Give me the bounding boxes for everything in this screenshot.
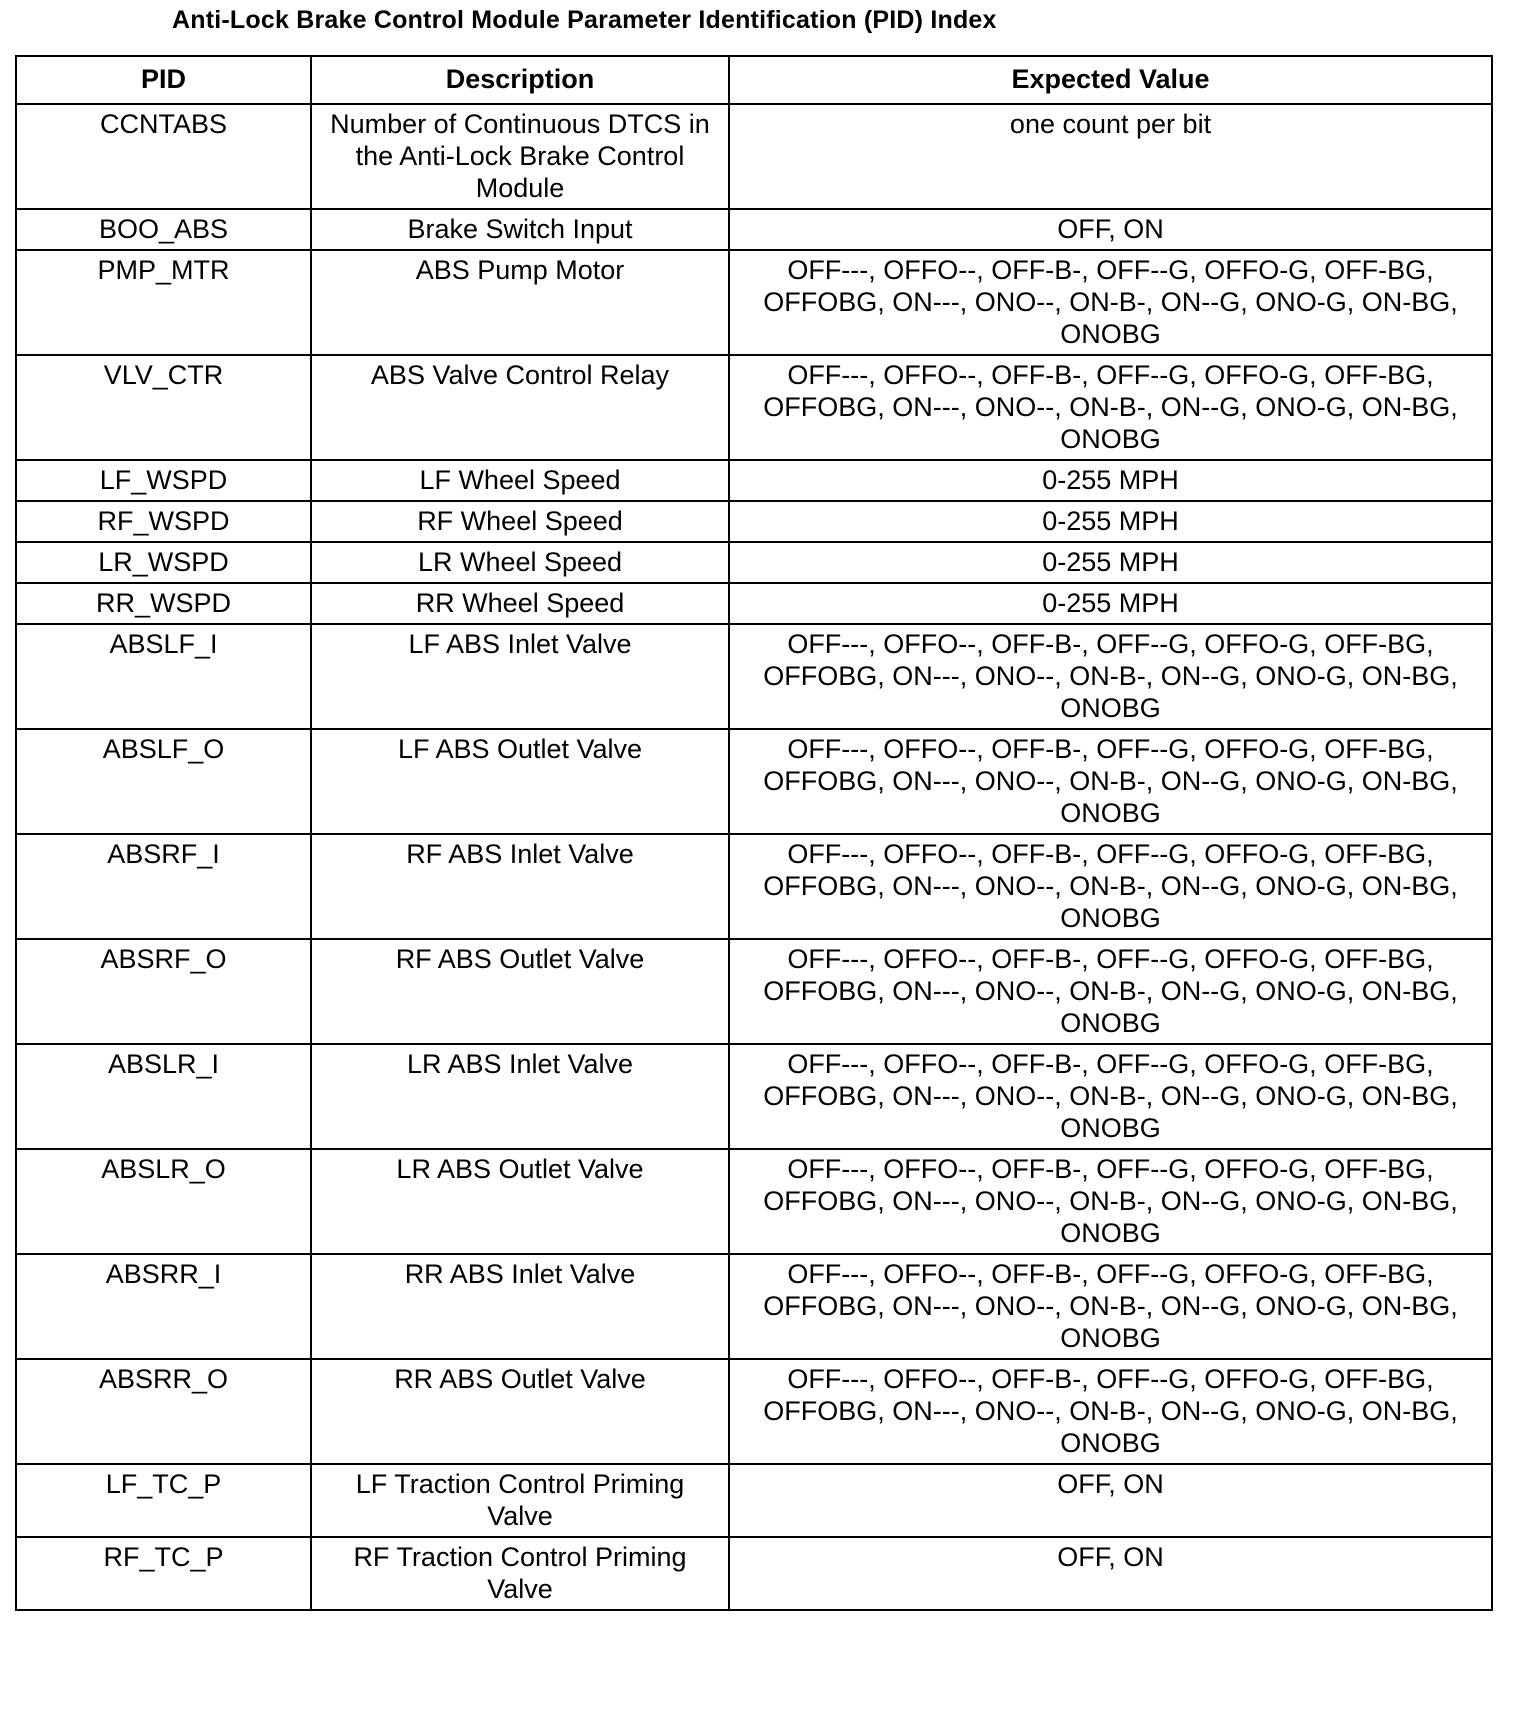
expected-value-cell: OFF---, OFFO--, OFF-B-, OFF--G, OFFO-G, OFF-BG, OFFOBG, ON---, ONO--, ON-B-, ON--G, ONO-G, ON-BG, ONOBG	[729, 1044, 1492, 1149]
table-row	[16, 1359, 1492, 1464]
description-cell: RR ABS Inlet Valve	[311, 1254, 729, 1359]
description-cell: ABS Valve Control Relay	[311, 355, 729, 460]
table-row	[16, 355, 1492, 460]
description-cell: RF ABS Outlet Valve	[311, 939, 729, 1044]
expected-value-cell: OFF---, OFFO--, OFF-B-, OFF--G, OFFO-G, OFF-BG, OFFOBG, ON---, ONO--, ON-B-, ON--G, ONO-G, ON-BG, ONOBG	[729, 939, 1492, 1044]
table-row	[16, 1537, 1492, 1610]
table-row	[16, 1044, 1492, 1149]
table-header-row	[16, 56, 1492, 104]
pid-cell: VLV_CTR	[16, 355, 311, 460]
page-title: Anti-Lock Brake Control Module Parameter Identification (PID) Index	[172, 6, 997, 34]
pid-cell: RR_WSPD	[16, 583, 311, 624]
description-cell: LF ABS Outlet Valve	[311, 729, 729, 834]
description-cell: LR ABS Outlet Valve	[311, 1149, 729, 1254]
description-cell: LF Traction Control Priming Valve	[311, 1464, 729, 1537]
pid-cell: ABSRF_I	[16, 834, 311, 939]
column-header-pid: PID	[16, 56, 311, 104]
description-cell: LF Wheel Speed	[311, 460, 729, 501]
description-cell: RR Wheel Speed	[311, 583, 729, 624]
description-cell: LR ABS Inlet Valve	[311, 1044, 729, 1149]
pid-cell: ABSLF_O	[16, 729, 311, 834]
pid-cell: ABSRF_O	[16, 939, 311, 1044]
pid-cell: ABSRR_O	[16, 1359, 311, 1464]
expected-value-cell: OFF---, OFFO--, OFF-B-, OFF--G, OFFO-G, OFF-BG, OFFOBG, ON---, ONO--, ON-B-, ON--G, ONO-G, ON-BG, ONOBG	[729, 834, 1492, 939]
pid-table	[15, 55, 1493, 1611]
expected-value-cell: 0-255 MPH	[729, 583, 1492, 624]
pid-cell: ABSRR_I	[16, 1254, 311, 1359]
expected-value-cell: 0-255 MPH	[729, 501, 1492, 542]
expected-value-cell: OFF---, OFFO--, OFF-B-, OFF--G, OFFO-G, OFF-BG, OFFOBG, ON---, ONO--, ON-B-, ON--G, ONO-G, ON-BG, ONOBG	[729, 250, 1492, 355]
description-cell: RF Traction Control Priming Valve	[311, 1537, 729, 1610]
expected-value-cell: OFF, ON	[729, 209, 1492, 250]
table-row	[16, 501, 1492, 542]
expected-value-cell: OFF, ON	[729, 1537, 1492, 1610]
table-row	[16, 834, 1492, 939]
pid-cell: LF_TC_P	[16, 1464, 311, 1537]
table-row	[16, 1254, 1492, 1359]
pid-cell: ABSLR_I	[16, 1044, 311, 1149]
expected-value-cell: 0-255 MPH	[729, 542, 1492, 583]
expected-value-cell: OFF---, OFFO--, OFF-B-, OFF--G, OFFO-G, OFF-BG, OFFOBG, ON---, ONO--, ON-B-, ON--G, ONO-G, ON-BG, ONOBG	[729, 624, 1492, 729]
description-cell: Brake Switch Input	[311, 209, 729, 250]
pid-cell: ABSLF_I	[16, 624, 311, 729]
table-row	[16, 1464, 1492, 1537]
table-row	[16, 939, 1492, 1044]
expected-value-cell: OFF---, OFFO--, OFF-B-, OFF--G, OFFO-G, OFF-BG, OFFOBG, ON---, ONO--, ON-B-, ON--G, ONO-G, ON-BG, ONOBG	[729, 729, 1492, 834]
description-cell: RR ABS Outlet Valve	[311, 1359, 729, 1464]
pid-cell: ABSLR_O	[16, 1149, 311, 1254]
pid-cell: CCNTABS	[16, 104, 311, 209]
description-cell: RF Wheel Speed	[311, 501, 729, 542]
expected-value-cell: OFF---, OFFO--, OFF-B-, OFF--G, OFFO-G, OFF-BG, OFFOBG, ON---, ONO--, ON-B-, ON--G, ONO-G, ON-BG, ONOBG	[729, 355, 1492, 460]
table-row	[16, 542, 1492, 583]
expected-value-cell: one count per bit	[729, 104, 1492, 209]
pid-cell: LR_WSPD	[16, 542, 311, 583]
expected-value-cell: OFF, ON	[729, 1464, 1492, 1537]
pid-cell: RF_TC_P	[16, 1537, 311, 1610]
table-row	[16, 583, 1492, 624]
pid-cell: LF_WSPD	[16, 460, 311, 501]
pid-cell: RF_WSPD	[16, 501, 311, 542]
description-cell: ABS Pump Motor	[311, 250, 729, 355]
table-row	[16, 209, 1492, 250]
table-row	[16, 104, 1492, 209]
table-row	[16, 729, 1492, 834]
expected-value-cell: 0-255 MPH	[729, 460, 1492, 501]
table-row	[16, 1149, 1492, 1254]
table-row	[16, 250, 1492, 355]
description-cell: LF ABS Inlet Valve	[311, 624, 729, 729]
expected-value-cell: OFF---, OFFO--, OFF-B-, OFF--G, OFFO-G, OFF-BG, OFFOBG, ON---, ONO--, ON-B-, ON--G, ONO-G, ON-BG, ONOBG	[729, 1149, 1492, 1254]
description-cell: Number of Continuous DTCS in the Anti-Lock Brake Control Module	[311, 104, 729, 209]
description-cell: RF ABS Inlet Valve	[311, 834, 729, 939]
expected-value-cell: OFF---, OFFO--, OFF-B-, OFF--G, OFFO-G, OFF-BG, OFFOBG, ON---, ONO--, ON-B-, ON--G, ONO-G, ON-BG, ONOBG	[729, 1254, 1492, 1359]
description-cell: LR Wheel Speed	[311, 542, 729, 583]
expected-value-cell: OFF---, OFFO--, OFF-B-, OFF--G, OFFO-G, OFF-BG, OFFOBG, ON---, ONO--, ON-B-, ON--G, ONO-G, ON-BG, ONOBG	[729, 1359, 1492, 1464]
table-row	[16, 460, 1492, 501]
column-header-description: Description	[311, 56, 729, 104]
column-header-expected-value: Expected Value	[729, 56, 1492, 104]
pid-cell: PMP_MTR	[16, 250, 311, 355]
pid-cell: BOO_ABS	[16, 209, 311, 250]
table-row	[16, 624, 1492, 729]
